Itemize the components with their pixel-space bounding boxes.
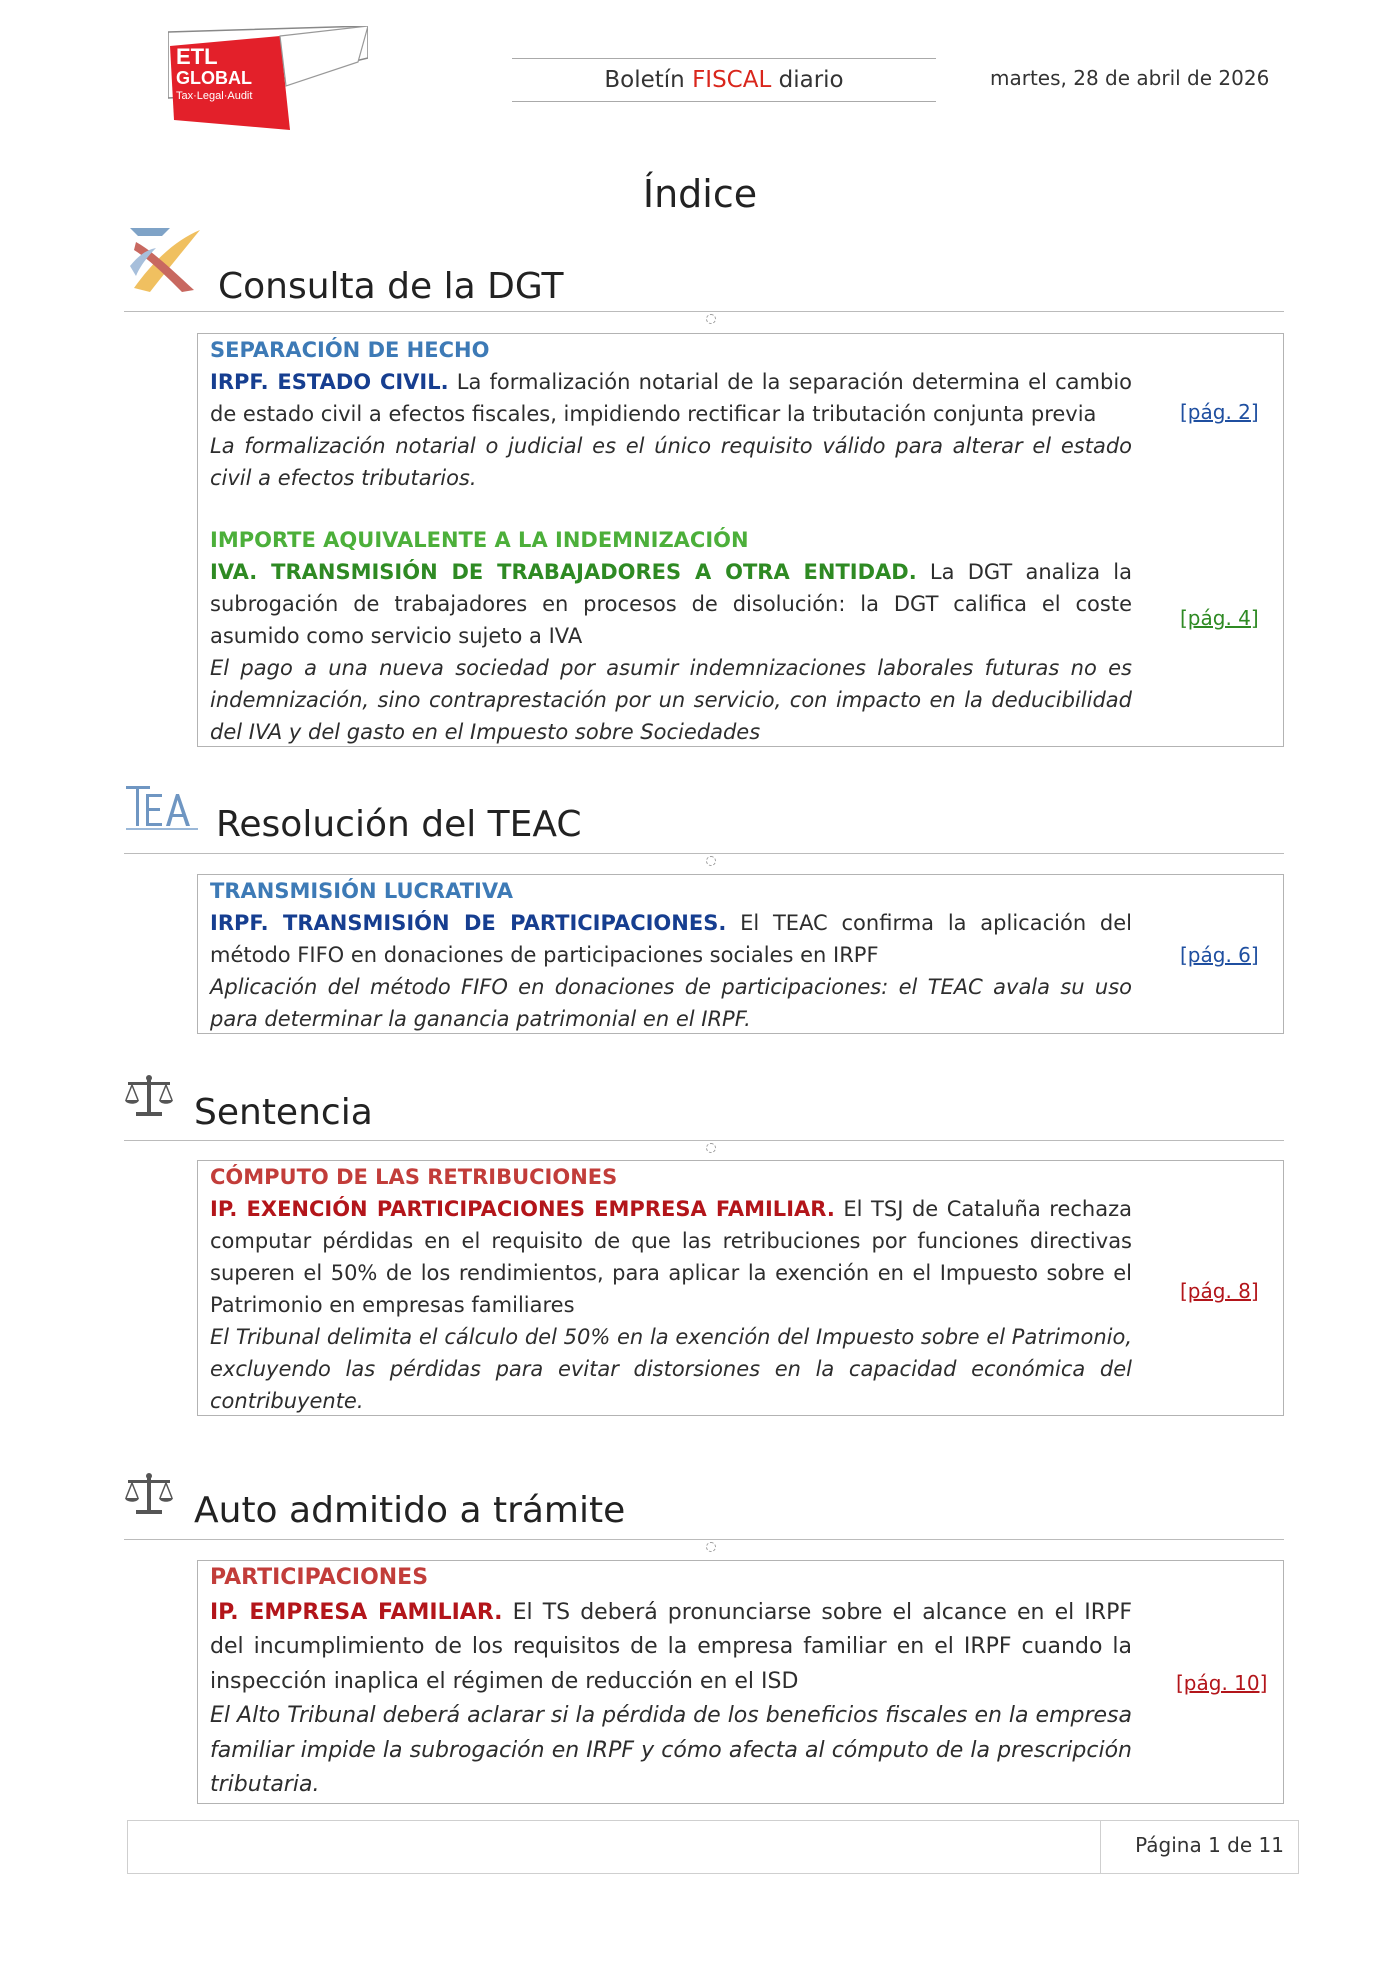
anchor-marker <box>706 1542 716 1552</box>
entry-summary: El pago a una nueva sociedad por asumir indemnizaciones laborales futuras no es indemnización, sino contraprestación por un servicio, con impacto en la deducibilidad del IVA y del gasto en el Impuesto sobre Sociedades <box>210 656 1132 744</box>
entry-lead: IVA. TRANSMISIÓN DE TRABAJADORES A OTRA ENTIDAD. <box>210 560 917 584</box>
entry-summary: El Alto Tribunal deberá aclarar si la pérdida de los beneficios fiscales en la empresa familiar impide la subrogación en IRPF y cómo afecta al cómputo de la prescripción tributaria. <box>210 1703 1132 1797</box>
index-title: Índice <box>642 172 758 216</box>
section-heading-auto <box>124 1470 1284 1540</box>
footer-divider <box>1100 1821 1101 1873</box>
svg-text:Tax·Legal·Audit: Tax·Legal·Audit <box>176 90 253 102</box>
entry-lead: IRPF. TRANSMISIÓN DE PARTICIPACIONES. <box>210 911 727 935</box>
entry-topic: SEPARACIÓN DE HECHO <box>210 338 490 362</box>
dgt-entries-box <box>197 333 1284 747</box>
section-title: Resolución del TEAC <box>216 804 582 845</box>
entry-summary: Aplicación del método FIFO en donaciones de participaciones: el TEAC avala su uso para determinar la ganancia patrimonial en el IRPF. <box>210 975 1132 1031</box>
entry-summary: La formalización notarial o judicial es el único requisito válido para alterar el estado civil a efectos tributarios. <box>210 434 1132 490</box>
etl-global-logo <box>168 26 368 132</box>
section-title: Sentencia <box>194 1092 373 1133</box>
scales-of-justice-icon <box>124 1472 174 1522</box>
bulletin-title: Boletín FISCAL diario <box>512 58 936 102</box>
entry-body: El TSJ de Cataluña rechaza computar pérdidas en el requisito de que las retribuciones por funciones directivas superen el 50% de los rendimientos, para aplicar la exención en el Impuesto sobre el Patrimonio en empresas familiares <box>210 1197 1132 1317</box>
entry-body: La DGT analiza la subrogación de trabajadores en procesos de disolución: la DGT califica el coste asumido como servicio sujeto a IVA <box>210 560 1132 648</box>
page-link[interactable]: [pág. 10] <box>1176 1671 1268 1695</box>
entry-lead: IP. EMPRESA FAMILIAR. <box>210 1599 503 1625</box>
page-link[interactable]: [pág. 8] <box>1180 1279 1259 1303</box>
section-divider <box>124 1140 1284 1141</box>
page-number: Página 1 de 11 <box>1135 1833 1284 1857</box>
page-link[interactable]: [pág. 2] <box>1180 400 1259 424</box>
page-footer <box>127 1820 1299 1874</box>
section-title: Consulta de la DGT <box>218 266 564 307</box>
entry-body: La formalización notarial de la separación determina el cambio de estado civil a efectos fiscales, impidiendo rectificar la tributación conjunta previa <box>210 370 1132 426</box>
auto-entries-box <box>197 1560 1284 1804</box>
entry-topic: TRANSMISIÓN LUCRATIVA <box>210 879 513 903</box>
teac-entries-box <box>197 874 1284 1034</box>
section-heading-dgt <box>124 222 1284 312</box>
section-title: Auto admitido a trámite <box>194 1490 626 1531</box>
section-divider <box>124 853 1284 854</box>
entry-lead: IRPF. ESTADO CIVIL. <box>210 370 449 394</box>
index-entry <box>210 1561 1132 1803</box>
sentencia-entries-box <box>197 1160 1284 1416</box>
entry-body: El TS deberá pronunciarse sobre el alcance en el IRPF del incumplimiento de los requisitos de la empresa familiar en el IRPF cuando la inspección inaplica el régimen de reducción en el ISD <box>210 1599 1132 1694</box>
tax-agency-logo-icon <box>124 222 204 302</box>
section-divider <box>124 311 1284 312</box>
page-link[interactable]: [pág. 6] <box>1180 943 1259 967</box>
index-entry <box>210 875 1132 1035</box>
page-link[interactable]: [pág. 4] <box>1180 606 1259 630</box>
index-entry <box>210 1161 1132 1417</box>
entry-topic: IMPORTE AQUIVALENTE A LA INDEMNIZACIÓN <box>210 528 749 552</box>
anchor-marker <box>706 314 716 324</box>
entry-topic: CÓMPUTO DE LAS RETRIBUCIONES <box>210 1165 618 1189</box>
index-entry <box>210 524 1132 748</box>
entry-lead: IP. EXENCIÓN PARTICIPACIONES EMPRESA FAMILIAR. <box>210 1197 835 1221</box>
index-entry <box>210 334 1132 494</box>
anchor-marker <box>706 1143 716 1153</box>
teac-logo-icon <box>124 784 200 834</box>
scales-of-justice-icon <box>124 1074 174 1124</box>
entry-body: El TEAC confirma la aplicación del método FIFO en donaciones de participaciones sociales en IRPF <box>210 911 1132 967</box>
bulletin-date: martes, 28 de abril de 2026 <box>990 66 1270 90</box>
section-heading-sentencia <box>124 1072 1284 1141</box>
svg-text:ETL: ETL <box>176 44 218 69</box>
section-heading-teac <box>124 782 1284 854</box>
entry-topic: PARTICIPACIONES <box>210 1565 429 1590</box>
anchor-marker <box>706 856 716 866</box>
entry-summary: El Tribunal delimita el cálculo del 50% en la exención del Impuesto sobre el Patrimonio, excluyendo las pérdidas para evitar distorsiones en la capacidad económica del contribuyente. <box>210 1325 1132 1413</box>
svg-text:GLOBAL: GLOBAL <box>176 68 252 88</box>
section-divider <box>124 1539 1284 1540</box>
